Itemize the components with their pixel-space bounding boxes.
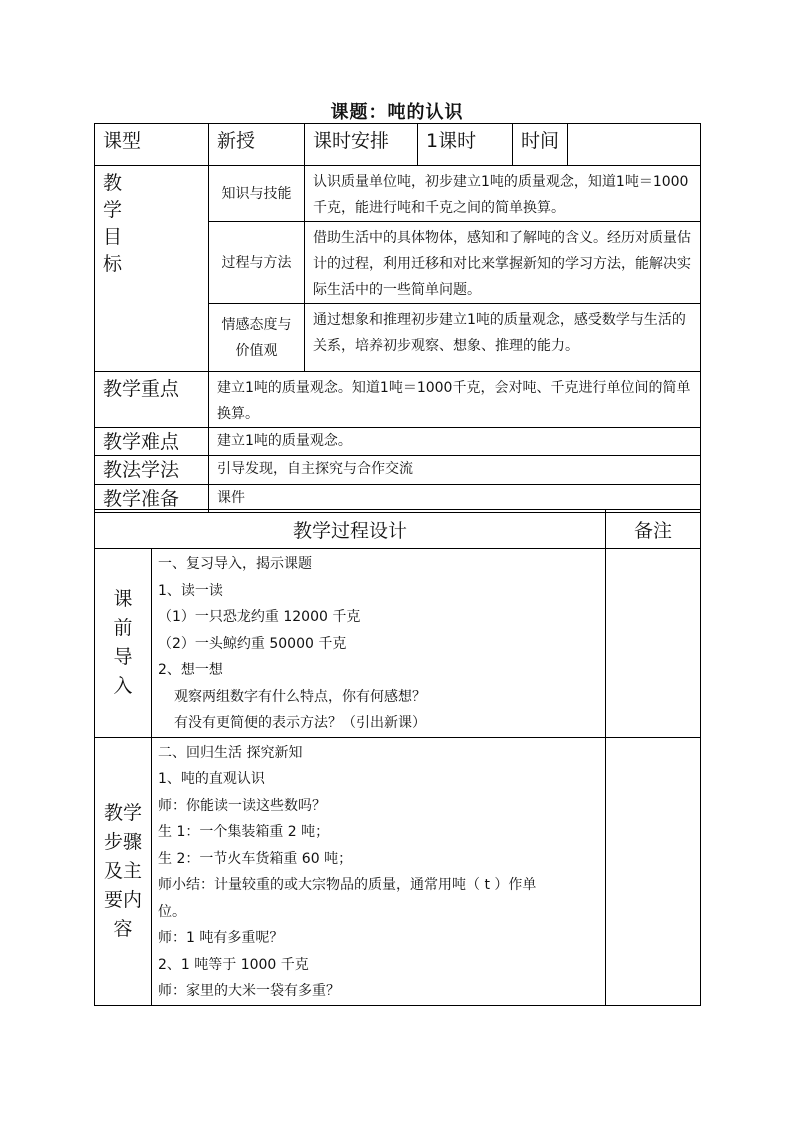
content-line: 1、吨的直观认识 bbox=[158, 771, 265, 787]
time-value bbox=[568, 124, 701, 166]
objective-text: 认识质量单位吨，初步建立1吨的质量观念，知道1吨＝1000千克，能进行吨和千克之间的简单换算。 bbox=[305, 166, 701, 222]
content-line: 生 1：一个集装箱重 2 吨； bbox=[158, 824, 330, 840]
info-label: 教学重点 bbox=[95, 372, 209, 428]
info-text: 建立1吨的质量观念。知道1吨＝1000千克，会对吨、千克进行单位间的简单换算。 bbox=[209, 372, 701, 428]
info-label: 教学准备 bbox=[95, 485, 209, 513]
objective-text: 借助生活中的具体物体，感知和了解吨的含义。经历对质量估计的过程，利用迁移和对比来掌握新知的学习方法，能解决实际生活中的一些简单问题。 bbox=[305, 222, 701, 304]
section-content bbox=[152, 737, 606, 1005]
process-header-row bbox=[95, 510, 701, 549]
content-line: 二、回归生活 探究新知 bbox=[158, 744, 303, 761]
info-label: 教法学法 bbox=[95, 456, 209, 485]
section-label: 教学 步骤 及主 要内 容 bbox=[95, 737, 152, 1005]
content-line: 一、复习导入，揭示课题 bbox=[158, 556, 312, 572]
lesson-info-table bbox=[94, 123, 701, 513]
objective-label: 知识与技能 bbox=[209, 166, 305, 222]
content-line: 2、1 吨等于 1000 千克 bbox=[158, 956, 309, 973]
objective-text: 通过想象和推理初步建立1吨的质量观念，感受数学与生活的关系，培养初步观察、想象、推理的能力。 bbox=[305, 304, 701, 372]
content-line: 师：1 吨有多重呢？ bbox=[158, 930, 284, 946]
process-heading: 教学过程设计 bbox=[95, 510, 606, 549]
info-row bbox=[95, 372, 701, 428]
content-line: （2）一头鲸约重 50000 千克 bbox=[158, 635, 347, 652]
notes-cell bbox=[606, 549, 701, 738]
process-section bbox=[95, 549, 701, 738]
content-line: （1）一只恐龙约重 12000 千克 bbox=[158, 609, 361, 625]
info-label: 教学难点 bbox=[95, 428, 209, 456]
document-title: 课题：吨的认识 bbox=[330, 102, 464, 123]
content-line: 有没有更简便的表示方法？（引出新课） bbox=[174, 715, 426, 731]
info-text: 引导发现，自主探究与合作交流 bbox=[209, 456, 701, 485]
lesson-type-label: 课型 bbox=[95, 124, 209, 166]
info-row bbox=[95, 428, 701, 456]
notes-heading: 备注 bbox=[606, 510, 701, 549]
content-line: 2、想一想 bbox=[158, 662, 223, 678]
process-section bbox=[95, 737, 701, 1005]
content-line: 1、读一读 bbox=[158, 582, 223, 599]
info-text: 课件 bbox=[209, 485, 701, 513]
section-content bbox=[152, 549, 606, 738]
header-row bbox=[95, 124, 701, 166]
content-line: 观察两组数字有什么特点，你有何感想？ bbox=[174, 688, 426, 705]
info-text: 建立1吨的质量观念。 bbox=[209, 428, 701, 456]
content-line: 师：家里的大米一袋有多重？ bbox=[158, 983, 340, 999]
section-label: 课 前 导 入 bbox=[95, 549, 152, 738]
lesson-type-value: 新授 bbox=[209, 124, 305, 166]
time-label: 时间 bbox=[513, 124, 568, 166]
objectives-label: 教 学 目 标 bbox=[95, 166, 209, 372]
period-label: 课时安排 bbox=[305, 124, 418, 166]
objective-label: 过程与方法 bbox=[209, 222, 305, 304]
content-line: 师小结：计量较重的或大宗物品的质量，通常用吨（ t ）作单 bbox=[158, 877, 537, 893]
notes-cell bbox=[606, 737, 701, 1005]
content-line: 生 2：一节火车货箱重 60 吨； bbox=[158, 850, 353, 867]
content-line: 位。 bbox=[158, 903, 186, 920]
objective-label: 情感态度与价值观 bbox=[209, 304, 305, 372]
info-row bbox=[95, 456, 701, 485]
teaching-process-table bbox=[94, 509, 701, 1006]
content-line: 师：你能读一读这些数吗？ bbox=[158, 797, 326, 814]
period-value: 1课时 bbox=[418, 124, 513, 166]
objective-row bbox=[95, 166, 701, 222]
